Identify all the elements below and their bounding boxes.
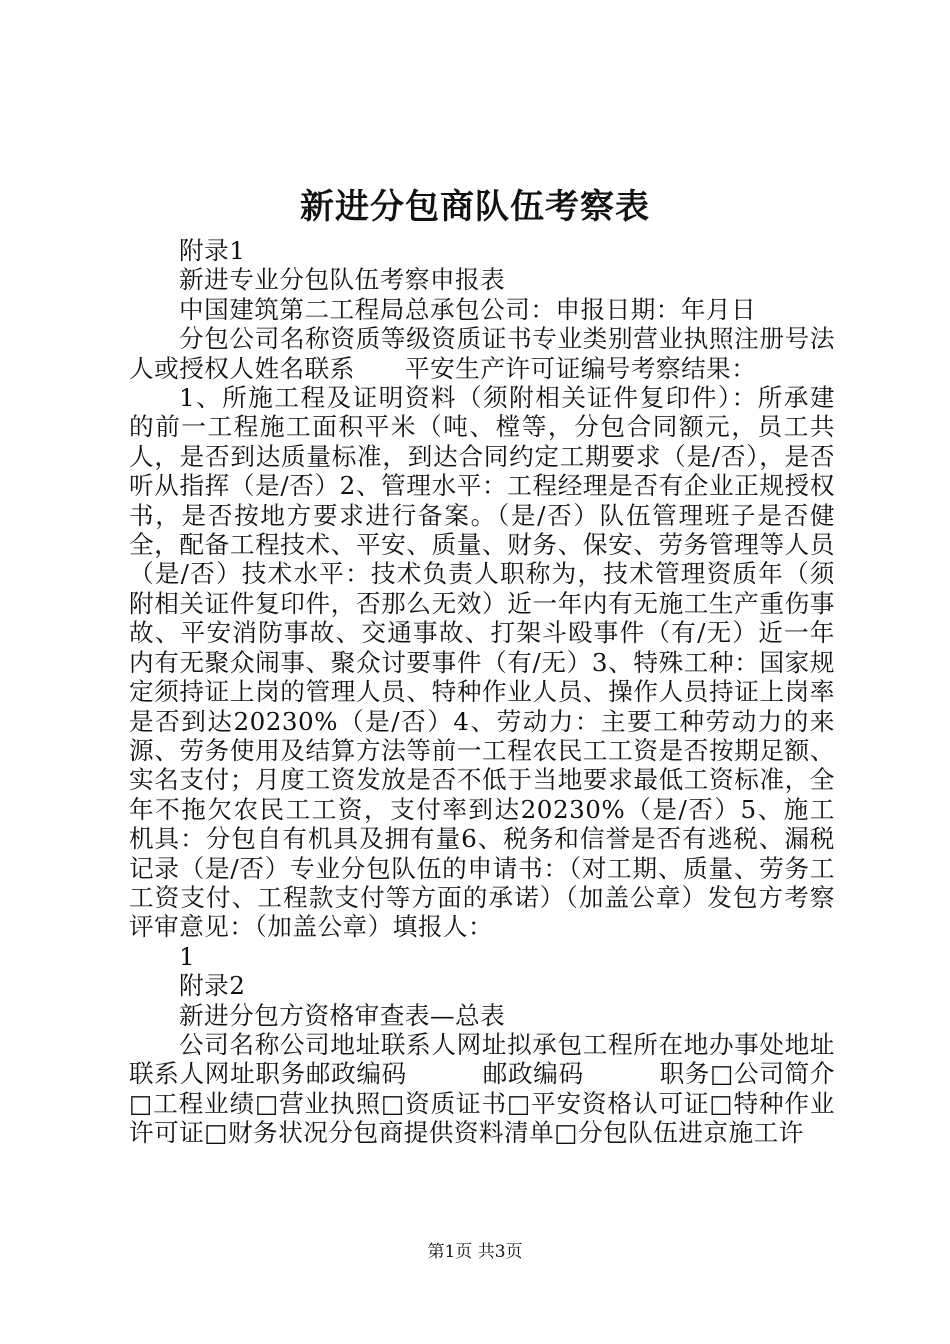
form-title-2: 新进分包方资格审查表—总表 <box>179 1000 506 1030</box>
form-fields-paragraph: 分包公司名称资质等级资质证书专业类别营业执照注册号法人或授权人姓名联系 平安生产许可证编号考察结果： <box>129 324 835 383</box>
company-date-line: 中国建筑第二工程局总承包公司：申报日期：年月日 <box>179 294 757 324</box>
form-title-1: 新进专业分包队伍考察申报表 <box>179 265 506 295</box>
appendix-2-label: 附录2 <box>179 971 246 1001</box>
inspection-items-paragraph: 1、所施工程及证明资料（须附相关证件复印件）：所承建的前一工程施工面积平米（吨、樘等，分包合同额元，员工共人，是否到达质量标准，到达合同约定工期要求（是/否），是否听从指挥（是/否）2、管理水平：工程经理是否有企业正规授权书，是否按地方要求进行备案。（是/否）队伍管理班子是否健全，配备工程技术、平安、质量、财务、保安、劳务管理等人员（是/否）技术水平：技术负责人职称为，技术管理资质年（须附相关证件复印件，否那么无效）近一年内有无施工生产重伤事故、平安消防事故、交通事故、打架斗殴事件（有/无）近一年内有无聚众闹事、聚众讨要事件（有/无）3、特殊工种：国家规定须持证上岗的管理人员、特种作业人员、操作人员持证上岗率是否到达20230%（是/否）4、劳动力：主要工种劳动力的来源、劳务使用及结算方法等前一工程农民工工资是否按期足额、实名支付；月度工资发放是否不低于当地要求最低工资标准，全年不拖欠农民工工资，支付率到达20230%（是/否）5、施工机具：分包自有机具及拥有量6、税务和信誉是否有逃税、漏税记录（是/否）专业分包队伍的申请书：（对工期、质量、劳务工工资支付、工程款支付等方面的承诺）（加盖公章）发包方考察评审意见：（加盖公章）填报人： <box>129 383 835 942</box>
inline-page-number: 1 <box>179 941 196 971</box>
page-footer: 第1页 共3页 <box>427 1242 523 1262</box>
appendix-1-label: 附录1 <box>179 236 246 265</box>
qualification-review-paragraph: 公司名称公司地址联系人网址拟承包工程所在地办事处地址联系人网址职务邮政编码 邮政编码 职务□公司简介□工程业绩□营业执照□资质证书□平安资格认可证□特种作业许可证□财务状况分包商提供资料清单□分包队伍进京施工许 <box>129 1029 835 1148</box>
document-title: 新进分包商队伍考察表 <box>300 187 650 227</box>
document-body <box>129 236 835 1148</box>
